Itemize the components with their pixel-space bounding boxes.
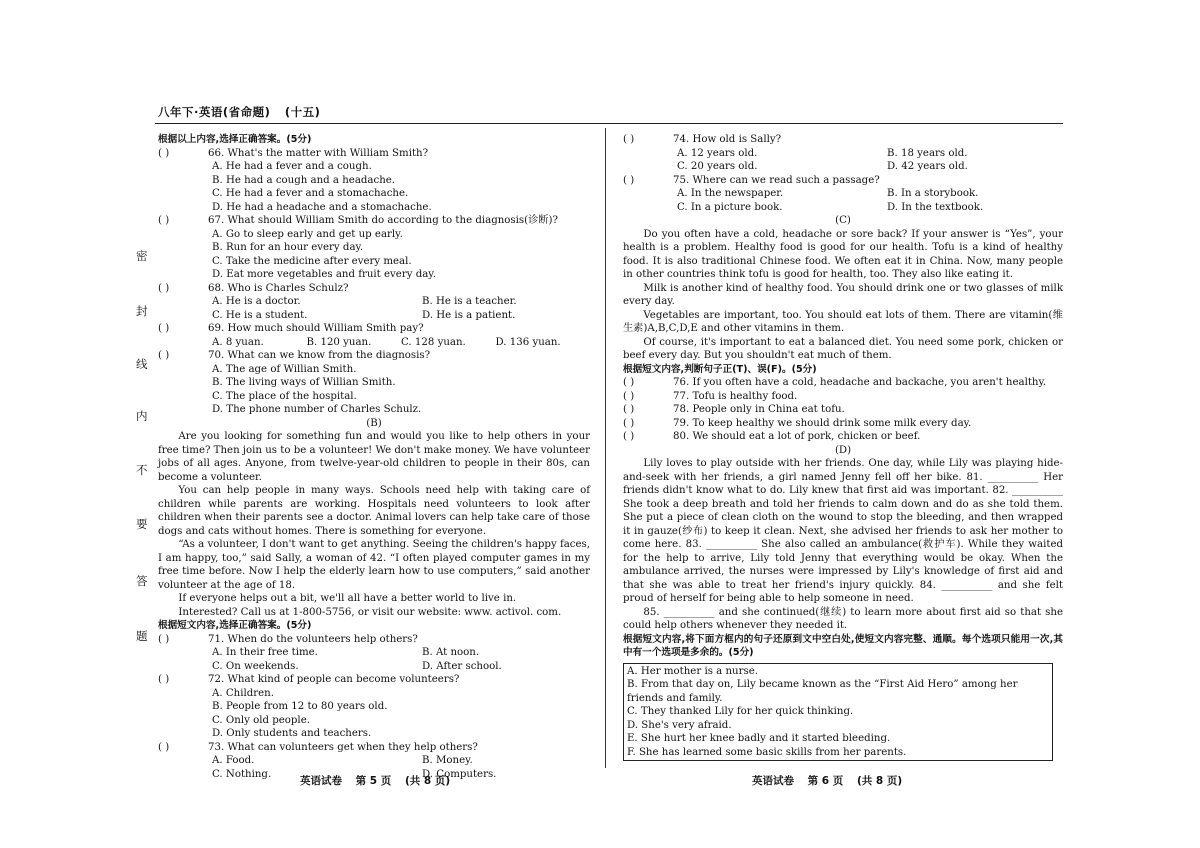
question-67 [158, 214, 590, 228]
header-number: (十五) [284, 105, 321, 119]
option: C. He is a student. [212, 309, 308, 321]
page-footer-right [752, 773, 912, 788]
question-70 [158, 349, 590, 363]
option: D. She's very afraid. [627, 719, 732, 731]
footer-page: 第 5 页 [355, 775, 392, 787]
option: A. Her mother is a nurse. [627, 665, 758, 677]
seal-char: 封 [136, 304, 148, 318]
option: B. The living ways of Willian Smith. [212, 377, 396, 388]
option: A. The age of Willian Smith. [212, 363, 357, 375]
section-instruction: 根据短文内容,选择正确答案。(5分) [158, 620, 312, 631]
seal-char: 答 [136, 574, 148, 588]
page-header [158, 104, 330, 120]
section-heading: (D) [834, 444, 852, 456]
section-heading: (C) [835, 215, 851, 226]
passage-paragraph: “As a volunteer, I don't want to get anything. Seeing the children's happy faces, I am happy, too,” said Sally, a woman of 42. “I often played computer games in my free time before. Now I help the elderly learn how to use computers,” said another volunteer at the age of 18. [158, 539, 590, 591]
question-66 [158, 147, 590, 161]
statement: 80. We should eat a lot of pork, chicken or beef. [673, 431, 921, 442]
option: A. Food. [212, 755, 255, 766]
question-stem: 73. What can volunteers get when they help others? [208, 741, 478, 753]
answer-blank[interactable]: ( ) [158, 147, 170, 159]
footer-total: (共 8 页) [404, 775, 451, 787]
passage-paragraph: Milk is another kind of healthy food. You should drink one or two glasses of milk every day. [623, 282, 1063, 307]
option: B. He had a cough and a headache. [212, 174, 396, 186]
question-stem: 67. What should William Smith do according to the diagnosis(诊断)? [208, 215, 558, 226]
true-false-item [623, 390, 1063, 404]
option: C. They thanked Lily for her quick thinking. [627, 706, 854, 717]
question-stem: 69. How much should William Smith pay? [208, 323, 424, 334]
option-row [623, 147, 1063, 161]
true-false-item [623, 403, 1063, 417]
seal-char: 密 [136, 249, 148, 263]
answer-blank[interactable]: ( ) [158, 350, 170, 361]
option: B. 18 years old. [887, 147, 968, 159]
answer-blank[interactable]: ( ) [158, 215, 170, 226]
option-row [158, 646, 590, 660]
answer-blank[interactable]: ( ) [623, 417, 635, 429]
option-row [158, 309, 590, 323]
question-stem: 68. Who is Charles Schulz? [208, 282, 349, 294]
option: D. Eat more vegetables and fruit every day. [212, 269, 436, 280]
option: A. In the newspaper. [677, 188, 784, 199]
section-heading: (B) [366, 417, 382, 429]
left-column [158, 133, 590, 781]
option-row [158, 660, 590, 674]
question-stem: 70. What can we know from the diagnosis? [208, 350, 431, 361]
answer-blank[interactable]: ( ) [623, 174, 635, 186]
answer-blank[interactable]: ( ) [623, 390, 635, 402]
answer-blank[interactable]: ( ) [623, 377, 635, 388]
answer-blank[interactable]: ( ) [158, 323, 170, 334]
question-68 [158, 282, 590, 296]
answer-blank[interactable]: ( ) [158, 633, 170, 645]
true-false-item [623, 430, 1063, 444]
footer-title: 英语试卷 [752, 775, 794, 787]
footer-total: (共 8 页) [856, 775, 903, 787]
option: C. In a picture book. [677, 201, 783, 213]
passage-paragraph: Vegetables are important, too. You should eat lots of them. There are vitamin(维生素)A,B,C,D,E and other vitamins in them. [623, 309, 1063, 334]
option-row [158, 754, 590, 768]
option: C. Only old people. [212, 714, 310, 726]
column-divider [605, 128, 606, 768]
question-73 [158, 741, 590, 755]
question-69 [158, 322, 590, 336]
statement: 77. Tofu is healthy food. [673, 390, 798, 402]
option: B. In a storybook. [887, 188, 979, 199]
answer-blank[interactable]: ( ) [158, 741, 170, 753]
option-row [623, 187, 1063, 201]
answer-blank[interactable]: ( ) [623, 431, 635, 442]
option: D. Computers. [422, 768, 497, 780]
option: C. He had a fever and a stomachache. [212, 188, 409, 199]
option: D. In the textbook. [887, 201, 984, 213]
option: D. 42 years old. [887, 161, 968, 172]
option: E. She hurt her knee badly and it started bleeding. [627, 733, 891, 744]
passage-paragraph: You can help people in many ways. Schools need help with taking care of children while parents are working. Hospitals need volunteers to look after children when their parents see a doctor. Animal lovers can help take care of those dogs and cats without homes. There is something for everyone. [158, 485, 590, 537]
question-stem: 71. When do the volunteers help others? [208, 633, 418, 645]
option: A. In their free time. [212, 647, 318, 658]
passage-paragraph: Interested? Call us at 1-800-5756, or visit our website: www. activol. com. [178, 606, 562, 618]
option: D. 136 yuan. [495, 336, 561, 348]
option-row [623, 160, 1063, 174]
statement: 79. To keep healthy we should drink some milk every day. [673, 417, 972, 429]
answer-blank[interactable]: ( ) [158, 674, 170, 685]
option: B. At noon. [422, 647, 480, 658]
seal-char: 内 [136, 409, 148, 423]
option: C. Nothing. [212, 768, 272, 780]
footer-title: 英语试卷 [300, 775, 342, 787]
seal-char: 线 [136, 357, 148, 371]
header-title: 八年下·英语(省命题) [158, 105, 271, 119]
option: C. Take the medicine after every meal. [212, 255, 412, 267]
option-row [623, 201, 1063, 215]
option: B. Money. [422, 755, 473, 766]
section-instruction: 根据短文内容,将下面方框内的句子还原到文中空白处,使短文内容完整、通顺。每个选项只能用一次,其中有一个选项是多余的。(5分) [623, 633, 1063, 658]
section-instruction: 根据短文内容,判断句子正(T)、误(F)。(5分) [623, 363, 817, 375]
option: A. Children. [212, 687, 274, 699]
seal-char: 不 [136, 463, 148, 477]
question-stem: 75. Where can we read such a passage? [673, 174, 880, 186]
footer-page: 第 6 页 [807, 775, 844, 787]
option: A. 8 yuan. [212, 336, 264, 348]
option: A. 12 years old. [677, 147, 758, 159]
option: B. He is a teacher. [422, 296, 517, 307]
passage-paragraph: 85. __________ and she continued(继续) to learn more about first aid so that she could help others whenever they needed it. [623, 606, 1063, 631]
question-stem: 66. What's the matter with William Smith? [208, 147, 429, 159]
question-71 [158, 633, 590, 647]
option: C. The place of the hospital. [212, 390, 357, 402]
right-column [623, 133, 1063, 761]
option: F. She has learned some basic skills from her parents. [627, 746, 907, 758]
passage-paragraph: Of course, it's important to eat a balanced diet. You need some pork, chicken or beef every day. But you shouldn't eat much of them. [623, 336, 1063, 361]
seal-char: 要 [136, 517, 148, 531]
true-false-item [623, 376, 1063, 390]
header-rule [155, 123, 1063, 124]
answer-blank[interactable]: ( ) [623, 404, 635, 415]
question-stem: 72. What kind of people can become volunteers? [208, 674, 460, 685]
passage-paragraph: Do you often have a cold, headache or sore back? If your answer is “Yes”, your health is a problem. Healthy food is good for our health. Tofu is a kind of healthy food. It is also traditional Chinese food. We often eat it in China. Now, many people in other countries think tofu is good for health, too. They also like eating it. [623, 228, 1063, 280]
option-box [623, 663, 1053, 762]
option: B. Run for an hour every day. [212, 242, 364, 253]
answer-blank[interactable]: ( ) [623, 134, 635, 145]
option: D. The phone number of Charles Schulz. [212, 404, 422, 415]
statement: 78. People only in China eat tofu. [673, 404, 845, 415]
option: D. He had a headache and a stomachache. [212, 201, 432, 213]
answer-blank[interactable]: ( ) [158, 282, 170, 294]
option: B. 120 yuan. [306, 336, 372, 348]
true-false-item [623, 417, 1063, 431]
option-row [158, 295, 590, 309]
option: C. 20 years old. [677, 161, 758, 172]
question-72 [158, 673, 590, 687]
passage-paragraph: If everyone helps out a bit, we'll all have a better world to live in. [178, 593, 517, 604]
option: A. He is a doctor. [212, 296, 301, 307]
option: D. He is a patient. [422, 309, 516, 321]
option: C. On weekends. [212, 660, 299, 672]
question-75 [623, 174, 1063, 188]
option: A. Go to sleep early and get up early. [212, 228, 403, 240]
option: C. 128 yuan. [401, 336, 466, 348]
option: A. He had a fever and a cough. [212, 161, 372, 172]
page-footer-left [300, 773, 460, 788]
passage-paragraph: Are you looking for something fun and would you like to help others in your free time? Then join us to be a volunteer! We don't make money. We have volunteer jobs of all ages. Anyone, from twelve-year-old children to people in their 80s, can become a volunteer. [158, 431, 590, 483]
question-stem: 74. How old is Sally? [673, 134, 782, 145]
option: D. Only students and teachers. [212, 728, 372, 739]
question-74 [623, 133, 1063, 147]
option: B. From that day on, Lily became known as the “First Aid Hero” among her friends and family. [627, 679, 1018, 704]
passage-paragraph: Lily loves to play outside with her friends. One day, while Lily was playing hide-and-seek with her friends, a girl named Jenny fell off her bike. 81. __________ Her friends didn't know what to do. Lily knew that first aid was important. 82. __________ She took a deep breath and told her friends to calm down and do as she told them. She put a piece of clean cloth on the wound to stop the bleeding, and then wrapped it in gauze(纱布) to keep it clean. Next, she advised her friends to ask her mother to come here. 83. __________ She also called an ambulance(救护车). While they waited for the help to arrive, Lily told Jenny that everything would be okay. When the ambulance arrived, the nurses were impressed by Lily's knowledge of first aid and that she was able to treat her friend's injury quickly. 84. __________ and she felt proud of herself for being able to help someone in need. [623, 458, 1063, 604]
option-row [158, 336, 590, 350]
option: D. After school. [422, 660, 502, 672]
statement: 76. If you often have a cold, headache and backache, you aren't healthy. [673, 377, 1047, 388]
option: B. People from 12 to 80 years old. [212, 701, 388, 712]
seal-char: 题 [136, 629, 148, 643]
section-instruction: 根据以上内容,选择正确答案。(5分) [158, 134, 312, 145]
